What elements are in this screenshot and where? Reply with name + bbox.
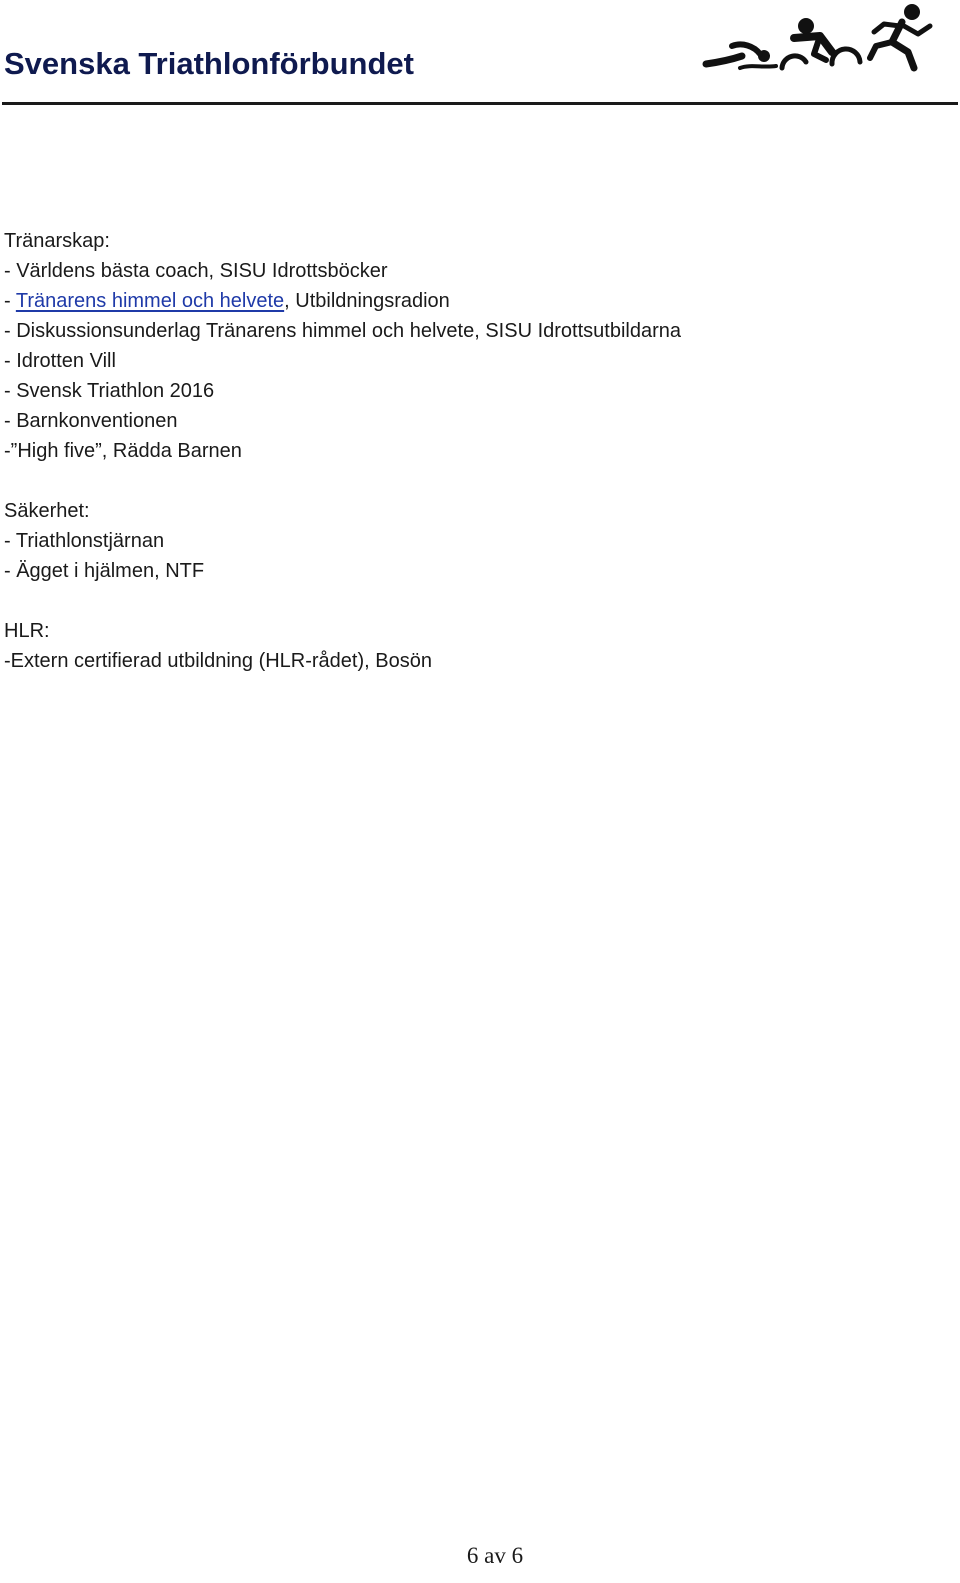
list-item: -”High five”, Rädda Barnen bbox=[4, 440, 242, 462]
section-sakerhet bbox=[4, 496, 944, 586]
list-item: - Triathlonstjärnan bbox=[4, 530, 165, 552]
list-item: -Extern certifierad utbildning (HLR-rådet), Bosön bbox=[4, 650, 432, 672]
page-number: 6 av 6 bbox=[466, 1543, 524, 1568]
section-heading: Tränarskap: bbox=[4, 230, 110, 252]
list-item-suffix: , Utbildningsradion bbox=[284, 290, 450, 312]
section-hlr bbox=[4, 616, 944, 676]
header-divider bbox=[2, 102, 958, 105]
list-item: - Svensk Triathlon 2016 bbox=[4, 380, 215, 402]
list-item: - Världens bästa coach, SISU Idrottsböcker bbox=[4, 260, 388, 282]
list-item bbox=[4, 286, 944, 316]
section-tranarskap bbox=[4, 226, 944, 466]
list-item: - Idrotten Vill bbox=[4, 350, 116, 372]
triathlon-swim-bike-run-icon bbox=[702, 2, 934, 74]
list-item: - Diskussionsunderlag Tränarens himmel och helvete, SISU Idrottsutbildarna bbox=[4, 320, 681, 342]
section-heading: Säkerhet: bbox=[4, 500, 90, 522]
list-item-prefix: - bbox=[4, 290, 16, 312]
list-item: - Barnkonventionen bbox=[4, 410, 178, 432]
organization-name: Svenska Triathlonförbundet bbox=[4, 46, 414, 81]
document-body bbox=[4, 226, 944, 706]
section-heading: HLR: bbox=[4, 620, 50, 642]
list-item: - Ägget i hjälmen, NTF bbox=[4, 560, 205, 582]
tranarens-himmel-link[interactable]: Tränarens himmel och helvete bbox=[15, 290, 285, 312]
page-header bbox=[0, 0, 960, 108]
